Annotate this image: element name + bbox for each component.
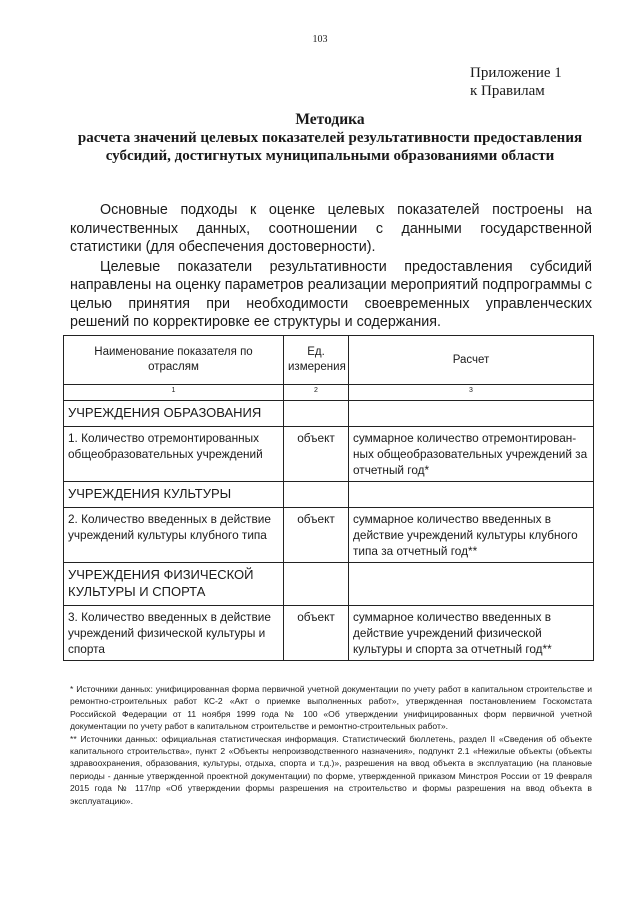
indicator-calculation: суммарное количество отремонтирован-ных общеобразовательных учреждений за отчетный год* xyxy=(349,427,594,482)
footnote-2: ** Источники данных: официальная статистическая информация. Статистический бюллетень, раздел II «Сведения об объекте капитального строительства», пункт 2 «Объекты непроизводственного назначения», подпункт 2.1 «Нежилые объекты (объекты здравоохранения, образования, культуры, отдыха, спорта и т.д.)», разрешения на ввод объекта в эксплуатацию (на плановые периоды - данные утвержденной проектной документации) по форме, утвержденной приказом Минстроя России от 19 февраля 2015 года № 117/пр «Об утверждении формы разрешения на строительство и формы разрешения на ввод объекта в эксплуатацию». xyxy=(70,733,592,806)
indicator-name: 2. Количество введенных в действие учреждений культуры клубного типа xyxy=(64,508,284,563)
table-header-row xyxy=(64,336,594,385)
indicator-unit: объект xyxy=(284,427,349,482)
header-unit: Ед. измерения xyxy=(284,336,349,385)
indicator-name: 3. Количество введенных в действие учреждений физической культуры и спорта xyxy=(64,606,284,661)
indicator-unit: объект xyxy=(284,606,349,661)
indicator-name: 1. Количество отремонтированных общеобразовательных учреждений xyxy=(64,427,284,482)
section-title: УЧРЕЖДЕНИЯ ОБРАЗОВАНИЯ xyxy=(64,401,284,427)
section-row xyxy=(64,563,594,606)
page-number: 103 xyxy=(312,34,328,45)
column-number: 1 xyxy=(64,385,284,401)
header-calculation: Расчет xyxy=(349,336,594,385)
body-text xyxy=(70,201,592,332)
title-line-2: расчета значений целевых показателей результативности предоставления xyxy=(77,130,583,146)
column-number: 3 xyxy=(349,385,594,401)
indicator-calculation: суммарное количество введенных в действие учреждений культуры клубного типа за отчетный год** xyxy=(349,508,594,563)
paragraph-2: Целевые показатели результативности предоставления субсидий направлены на оценку параметров реализации мероприятий подпрограммы с целью принятия при необходимости своевременных управленческих решений по корректировке ее структуры и содержания. xyxy=(70,258,592,330)
appendix-line-1: Приложение 1 xyxy=(470,65,562,81)
indicator-calculation: суммарное количество введенных в действие учреждений физической культуры и спорта за отчетный год** xyxy=(349,606,594,661)
title-line-1: Методика xyxy=(295,111,365,128)
table-row xyxy=(64,606,594,661)
section-title: УЧРЕЖДЕНИЯ ФИЗИЧЕСКОЙ КУЛЬТУРЫ И СПОРТА xyxy=(64,563,284,606)
column-number-row xyxy=(64,385,594,401)
table-row xyxy=(64,508,594,563)
document-title xyxy=(70,111,590,165)
title-line-3: субсидий, достигнутых муниципальными образованиями области xyxy=(105,148,555,164)
paragraph-1: Основные подходы к оценке целевых показателей построены на количественных данных, соотношении с данными государственной статистики (для обеспечения достоверности). xyxy=(70,202,592,255)
table-row xyxy=(64,427,594,482)
footnotes xyxy=(70,683,592,807)
header-indicator-name: Наименование показателя по отраслям xyxy=(64,336,284,385)
section-title: УЧРЕЖДЕНИЯ КУЛЬТУРЫ xyxy=(64,482,284,508)
appendix-reference xyxy=(470,64,562,100)
indicators-table xyxy=(63,335,594,661)
footnote-1: * Источники данных: унифицированная форма первичной учетной документации по учету работ в капитальном строительстве и ремонтно-строительных работ КС-2 «Акт о приемке выполненных работ», утвержденная постановлением Госкомстата Российской Федерации от 11 ноября 1999 года № 100 «Об утверждении унифицированных форм первичной учетной документации по учету работ в капитальном строительстве и ремонтно-строительных работ». xyxy=(70,684,592,732)
column-number: 2 xyxy=(284,385,349,401)
appendix-line-2: к Правилам xyxy=(470,83,545,99)
section-row xyxy=(64,482,594,508)
section-row xyxy=(64,401,594,427)
indicator-unit: объект xyxy=(284,508,349,563)
